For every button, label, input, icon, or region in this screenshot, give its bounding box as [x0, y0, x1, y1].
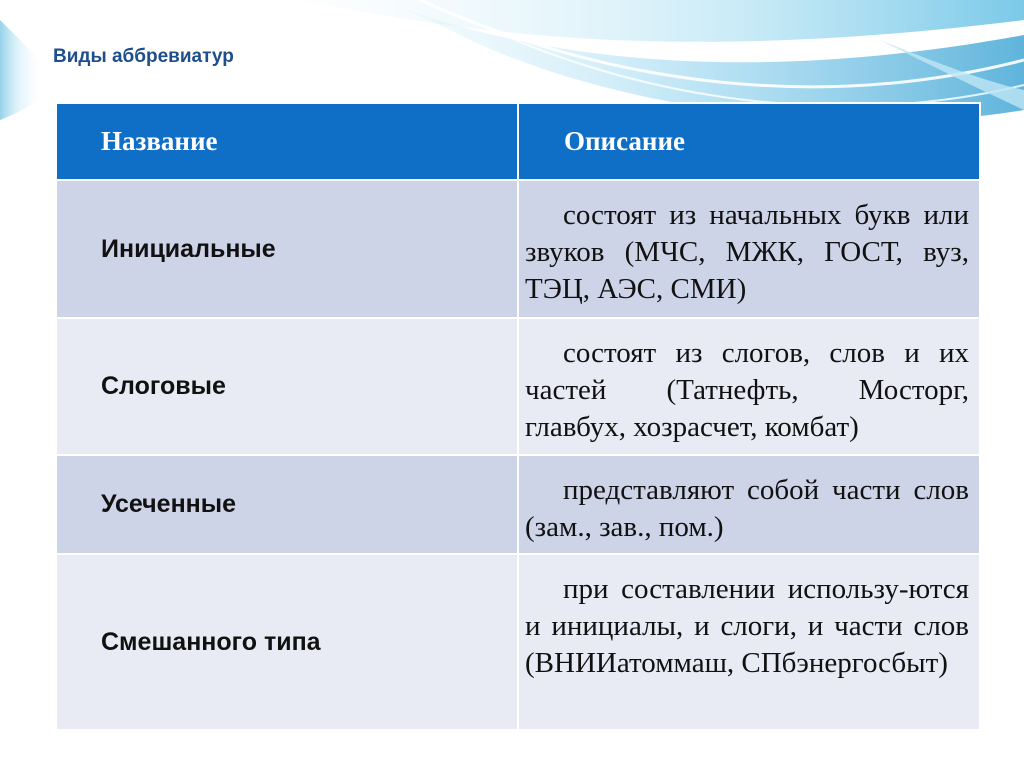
row-name-cell: Смешанного типа	[56, 554, 518, 730]
table-row	[56, 180, 980, 318]
row-name-cell: Слоговые	[56, 318, 518, 455]
column-header-description: Описание	[518, 103, 980, 180]
row-description-cell: представляют собой части слов (зам., зав., пом.)	[518, 455, 980, 554]
abbreviation-types-table-container	[55, 102, 979, 731]
row-name-cell: Усеченные	[56, 455, 518, 554]
wave-shape-top	[300, 0, 1024, 42]
row-description-cell: состоят из начальных букв или звуков (МЧС, МЖК, ГОСТ, вуз, ТЭЦ, АЭС, СМИ)	[518, 180, 980, 318]
table-row	[56, 318, 980, 455]
column-header-name: Название	[56, 103, 518, 180]
table-row	[56, 455, 980, 554]
row-name-cell: Инициальные	[56, 180, 518, 318]
abbreviation-types-table	[55, 102, 981, 731]
row-description-cell: при составлении использу-ются и инициалы, и слоги, и части слов (ВНИИатоммаш, СПбэнергосбыт)	[518, 554, 980, 730]
page-title: Виды аббревиатур	[53, 46, 234, 67]
table-header-row	[56, 103, 980, 180]
wave-shape-left	[0, 20, 46, 120]
table-row	[56, 554, 980, 730]
row-description-cell: состоят из слогов, слов и их частей (Татнефть, Мосторг, главбух, хозрасчет, комбат)	[518, 318, 980, 455]
